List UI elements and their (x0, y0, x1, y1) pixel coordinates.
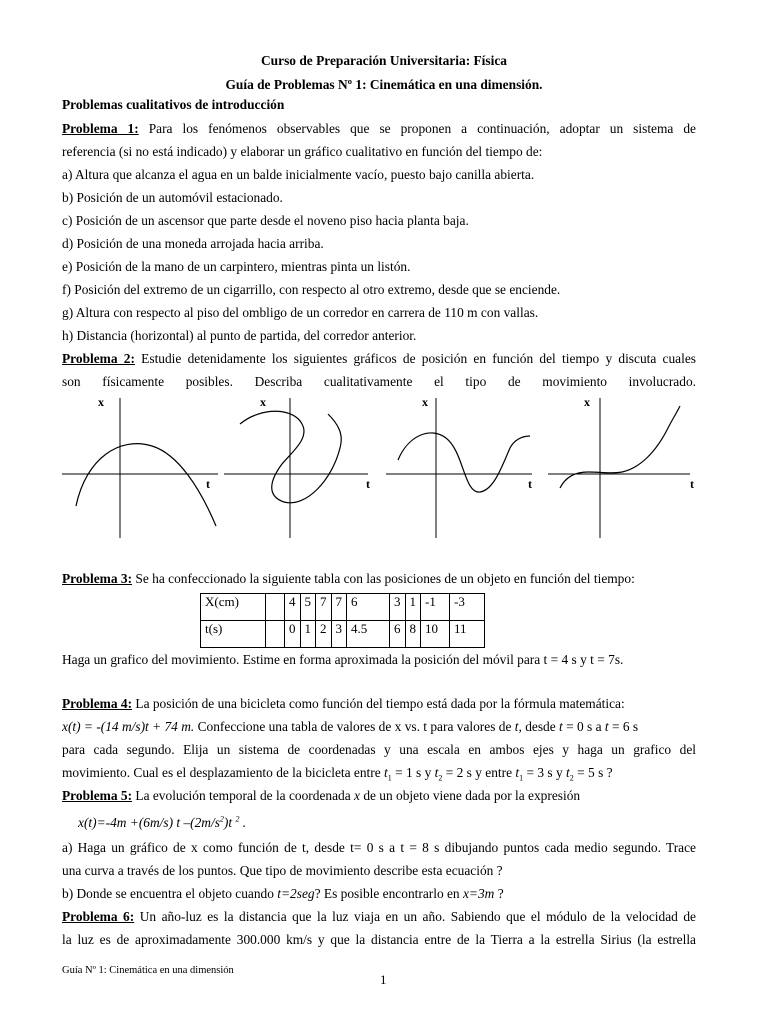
problem-1-item-d: d) Posición de una moneda arrojada hacia arriba. (62, 236, 324, 251)
problem-5-intro (62, 788, 696, 804)
text-span: = 5 s ? (573, 765, 613, 780)
table-cell: 7 (316, 594, 332, 621)
table-cell: 0 (285, 621, 301, 648)
problem-4-line2 (62, 719, 696, 735)
superscript: 2 (235, 814, 240, 824)
subscript: 1 (519, 773, 524, 783)
problem-6-intro (62, 909, 696, 925)
text-span: = 0 s a (562, 719, 605, 734)
x-axis-label: x (584, 395, 590, 409)
document-subtitle: Guía de Problemas Nº 1: Cinemática en una dimensión. (225, 77, 543, 92)
table-cell: 11 (450, 621, 485, 648)
text-span: x(t)=-4m +(6m/s) t –(2m/s (78, 815, 220, 830)
position-time-table (200, 593, 485, 648)
footer-title: Guía Nº 1: Cinemática en una dimensión (62, 965, 234, 976)
problem-2-intro (62, 351, 696, 367)
problem-4-line3: para cada segundo. Elija un sistema de coordenadas y una escala en ambos ejes y haga un grafico del (62, 742, 696, 757)
page-number: 1 (380, 972, 387, 987)
graph-1 (60, 388, 220, 548)
problem-5-formula (78, 815, 712, 831)
text-span: La evolución temporal de la coordenada (132, 788, 355, 803)
problem-3-question: Haga un grafico del movimiento. Estime en forma aproximada la posición del móvil para t = 4 s y t = 7s. (62, 652, 624, 667)
text-span: = 6 s (608, 719, 639, 734)
text-span: Un año-luz es la distancia que la luz viaja en un año. Sabiendo que el módulo de la velocidad de (134, 909, 697, 924)
text-span: t (515, 765, 520, 780)
problem-1-label: Problema 1: (62, 121, 139, 136)
text-span: t (559, 719, 563, 734)
problem-2-line2: son físicamente posibles. Describa cualitativamente el tipo de movimiento involucrado. (62, 374, 696, 389)
subscript: 2 (569, 773, 574, 783)
t-axis-label: t (690, 477, 694, 491)
table-cell (266, 621, 285, 648)
position-curve (76, 444, 216, 526)
text-span: t (566, 765, 570, 780)
text-span: = 2 s y entre (442, 765, 516, 780)
table-cell: -1 (421, 594, 450, 621)
problem-1-item-f: f) Posición del extremo de un cigarrillo, con respecto al otro extremo, desde que se enciende. (62, 282, 561, 297)
position-curve (240, 411, 341, 503)
text-span: de un objeto viene dada por la expresión (359, 788, 581, 803)
t-axis-label: t (528, 477, 532, 491)
problem-5-a-line1: a) Haga un gráfico de x como función de t, desde t= 0 s a t = 8 s dibujando puntos cada medio segundo. Trace (62, 840, 696, 855)
text-span: desde (521, 719, 560, 734)
text-span: t, (514, 719, 522, 734)
table-cell: 6 (347, 594, 390, 621)
text-span: movimiento. Cual es el desplazamiento de la bicicleta entre (62, 765, 385, 780)
table-cell: 3 (390, 594, 406, 621)
problem-3-label: Problema 3: (62, 571, 133, 586)
problem-1-item-a: a) Altura que alcanza el agua en un balde inicialmente vacío, puesto bajo canilla abierta. (62, 167, 535, 182)
position-curve (560, 406, 680, 488)
table-cell: 8 (405, 621, 421, 648)
text-span: Confeccione una tabla de valores de x vs. t para valores de (194, 719, 515, 734)
text-span: x=3m (462, 886, 495, 901)
graph-4 (546, 388, 706, 548)
graph-3 (384, 388, 544, 548)
position-curve (398, 433, 530, 492)
problem-6-line2: la luz es de aproximadamente 300.000 km/s y que la distancia entre de la Tierra a la estrella Sirius (la estrella (62, 932, 696, 947)
x-axis-label: x (260, 395, 266, 409)
text-span: = 3 s y (523, 765, 567, 780)
problem-2-label: Problema 2: (62, 351, 135, 366)
table-cell (266, 594, 285, 621)
problem-5-a-line2: una curva a través de los puntos. Que tipo de movimiento describe esta ecuación ? (62, 863, 503, 878)
table-cell: 4.5 (347, 621, 390, 648)
problem-3-intro (62, 571, 696, 587)
problem-4-label: Problema 4: (62, 696, 133, 711)
text-span: x (354, 788, 360, 803)
document-title: Curso de Preparación Universitaria: Física (261, 53, 507, 68)
problem-1-item-b: b) Posición de un automóvil estacionado. (62, 190, 283, 205)
t-axis-label: t (206, 477, 210, 491)
table-row-header: X(cm) (201, 594, 266, 621)
text-span: t=2seg (277, 886, 315, 901)
problem-6-label: Problema 6: (62, 909, 135, 924)
table-cell: 4 (285, 594, 301, 621)
subscript: 2 (438, 773, 443, 783)
text-span: = 1 s y (391, 765, 435, 780)
table-cell: 5 (300, 594, 316, 621)
problem-2-line1: Estudie detenidamente los siguientes gráficos de posición en función del tiempo y discuta cuales (134, 351, 696, 366)
x-axis-label: x (98, 395, 104, 409)
problem-4-text: La posición de una bicicleta como función del tiempo está dada por la fórmula matemática: (132, 696, 625, 711)
problem-1-item-h: h) Distancia (horizontal) al punto de partida, del corredor anterior. (62, 328, 417, 343)
table-row-header: t(s) (201, 621, 266, 648)
table-cell: 6 (390, 621, 406, 648)
text-span: b) Donde se encuentra el objeto cuando (62, 886, 278, 901)
problem-3-text: Se ha confeccionado la siguiente tabla con las posiciones de un objeto en función del tiempo: (132, 571, 635, 586)
problem-1-item-e: e) Posición de la mano de un carpintero, mientras pinta un listón. (62, 259, 411, 274)
problem-4-line4 (62, 765, 696, 781)
text-span: t (384, 765, 388, 780)
problem-1-line2: referencia (si no está indicado) y elaborar un gráfico cualitativo en función del tiempo de: (62, 144, 543, 159)
text-span: ? (494, 886, 504, 901)
superscript: 2 (219, 814, 224, 824)
x-axis-label: x (422, 395, 428, 409)
problem-4-formula: x(t) = -(14 m/s)t + 74 m. (62, 719, 195, 734)
subscript: 1 (387, 773, 392, 783)
problem-4-intro (62, 696, 696, 712)
problem-5-label: Problema 5: (62, 788, 133, 803)
text-span: . (239, 815, 247, 830)
table-cell: 1 (300, 621, 316, 648)
graph-2 (222, 388, 382, 548)
text-span: t (434, 765, 439, 780)
problem-1-item-c: c) Posición de un ascensor que parte desde el noveno piso hacia planta baja. (62, 213, 469, 228)
table-cell: 1 (405, 594, 421, 621)
table-cell: 2 (316, 621, 332, 648)
problem-5-b (62, 886, 696, 902)
table-row (201, 594, 485, 621)
t-axis-label: t (366, 477, 370, 491)
table-cell: 10 (421, 621, 450, 648)
problem-1-intro (62, 121, 696, 137)
table-cell: 7 (331, 594, 347, 621)
text-span: ? Es posible encontrarlo en (314, 886, 463, 901)
problem-1-item-g: g) Altura con respecto al piso del ombligo de un corredor en carrera de 110 m con vallas. (62, 305, 539, 320)
problem-1-line1: Para los fenómenos observables que se proponen a continuación, adoptar un sistema de (138, 121, 696, 136)
table-cell: 3 (331, 621, 347, 648)
text-span: )t (223, 815, 236, 830)
text-span: t (604, 719, 609, 734)
section-heading: Problemas cualitativos de introducción (62, 97, 285, 112)
table-row (201, 621, 485, 648)
table-cell: -3 (450, 594, 485, 621)
